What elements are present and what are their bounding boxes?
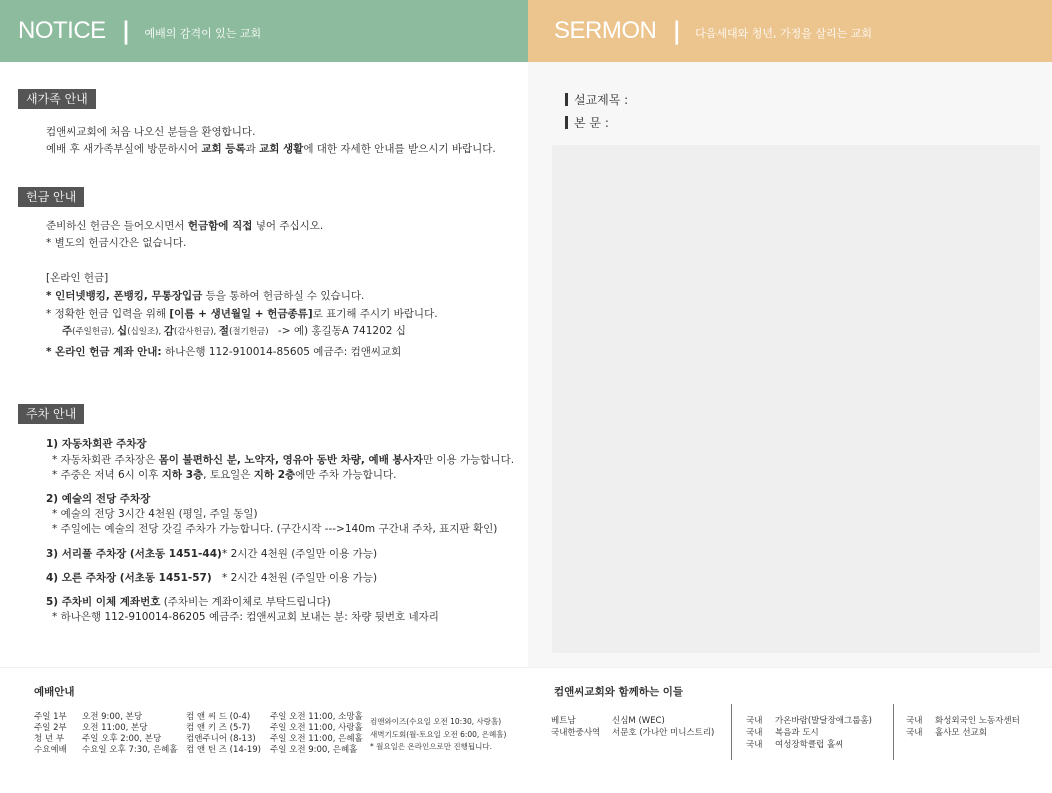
sermon-text-label: 본 문 : [574, 116, 609, 130]
worship-service-time: 수요일 오후 7:30, 은혜홀 [82, 745, 178, 755]
partners-divider [893, 704, 894, 760]
sermon-title-marker [565, 93, 568, 106]
sermon-text-marker [565, 116, 568, 129]
parking-badge: 주차 안내 [18, 404, 84, 424]
header-divider: | [121, 17, 131, 45]
partners-divider [731, 704, 732, 760]
parking-5-line1: * 하나은행 112-910014-86205 예금주: 컴앤씨교회 보내는 분: 차량 뒷번호 네자리 [52, 611, 439, 623]
footer [0, 667, 1052, 793]
partner-name: 여성장학클럽 홀씨 [775, 740, 844, 750]
online-offering-line1: * 인터넷뱅킹, 폰뱅킹, 무통장입금 등을 통하여 헌금하실 수 있습니다. [46, 290, 365, 302]
offering-badge: 헌금 안내 [18, 187, 84, 207]
worship-heading: 예배안내 [34, 686, 75, 698]
partner-region: 국내 [746, 740, 763, 750]
notice-title: NOTICE [18, 17, 106, 44]
partner-name: 복음과 도시 [775, 728, 819, 738]
youth-dept-time: 주일 오전 11:00, 은혜홀 [270, 734, 363, 744]
partner-name: 신심M (WEC) [612, 716, 665, 726]
partner-name: 서문호 (가나안 미니스트리) [612, 728, 715, 738]
worship-service-name: 청 년 부 [34, 734, 65, 744]
notice-header [0, 0, 528, 62]
parking-2-line1: * 예술의 전당 3시간 4천원 (평일, 주일 동일) [52, 508, 258, 520]
partner-region: 국내 [746, 716, 763, 726]
parking-5-title: 5) 주차비 이체 계좌번호 (주차비는 계좌이체로 부탁드립니다) [46, 596, 331, 608]
worship-service-name: 주일 1부 [34, 712, 67, 722]
worship-service-time: 주일 오후 2:00, 본당 [82, 734, 162, 744]
worship-service-time: 오전 11:00, 본당 [82, 723, 148, 733]
partner-region: 국내 [746, 728, 763, 738]
partner-region: 국내한중사역 [551, 728, 601, 738]
partner-region: 국내 [906, 716, 923, 726]
parking-4-note: * 2시간 4천원 (주일만 이용 가능) [222, 572, 378, 584]
parking-3-title: 3) 서리풀 주차장 (서초동 1451-44) [46, 548, 222, 560]
offering-line1: 준비하신 헌금은 들어오시면서 헌금함에 직접 넣어 주십시오. [46, 220, 324, 232]
offering-abbreviations: 주(주일헌금), 십(십일조), 감(감사헌금), 절(절기헌금) -> 예) 홍길동A 741202 십 [62, 325, 406, 337]
online-offering-line2: * 정확한 헌금 입력을 위해 [이름 + 생년월일 + 헌금종류]로 표기해 주시기 바랍니다. [46, 308, 438, 320]
offering-line2: * 별도의 헌금시간은 없습니다. [46, 237, 187, 249]
partner-name: 가온바람(발달장애그룹홈) [775, 716, 872, 726]
newcomer-badge: 새가족 안내 [18, 89, 96, 109]
partner-region: 국내 [906, 728, 923, 738]
sermon-subtitle: 다음세대와 청년, 가정을 살리는 교회 [695, 27, 872, 40]
youth-dept-time: 주일 오전 9:00, 은혜홀 [270, 745, 358, 755]
online-offering-title: [온라인 헌금] [46, 272, 109, 284]
parking-1-line2: * 주중은 저녁 6시 이후 지하 3층, 토요일은 지하 2층에만 주차 가능합니다. [52, 469, 397, 481]
newcomer-line2: 예배 후 새가족부실에 방문하시어 교회 등록과 교회 생활에 대한 자세한 안내를 받으시기 바랍니다. [46, 143, 496, 155]
parking-3-note: * 2시간 4천원 (주일만 이용 가능) [222, 548, 378, 560]
youth-dept-name: 컴 앤 틴 즈 (14-19) [186, 745, 261, 755]
sermon-title: SERMON [554, 17, 657, 44]
notice-subtitle: 예배의 감격이 있는 교회 [144, 27, 262, 40]
partner-region: 베트남 [551, 716, 576, 726]
other-meeting-note: * 월요일은 온라인으로만 진행됩니다. [370, 742, 492, 751]
sermon-header [528, 0, 1052, 62]
online-account: * 온라인 헌금 계좌 안내: 하나은행 112-910014-85605 예금주: 컴앤씨교회 [46, 346, 402, 358]
worship-service-name: 수요예배 [34, 745, 67, 755]
worship-service-time: 오전 9:00, 본당 [82, 712, 143, 722]
worship-service-name: 주일 2부 [34, 723, 67, 733]
youth-dept-time: 주일 오전 11:00, 소망홀 [270, 712, 363, 722]
youth-dept-name: 컴 앤 씨 드 (0-4) [186, 712, 251, 722]
parking-1-line1: * 자동차회관 주차장은 몸이 불편하신 분, 노약자, 영유아 동반 차량, 예배 봉사자만 이용 가능합니다. [52, 454, 515, 466]
header-divider: | [672, 17, 682, 45]
sermon-title-label: 설교제목 : [574, 93, 629, 107]
parking-4-title: 4) 오른 주차장 (서초동 1451-57) [46, 572, 212, 584]
sermon-notes-area [552, 145, 1040, 653]
other-meeting: 컴앤와이즈(수요일 오전 10:30, 사랑홀) [370, 717, 502, 726]
parking-2-title: 2) 예술의 전당 주차장 [46, 493, 151, 505]
youth-dept-time: 주일 오전 11:00, 사랑홀 [270, 723, 363, 733]
youth-dept-name: 컴앤주니어 (8-13) [186, 734, 256, 744]
parking-2-line2: * 주일에는 예술의 전당 갓길 주차가 가능합니다. (구간시작 --->140m 구간내 주차, 표지판 확인) [52, 523, 498, 535]
youth-dept-name: 컴 앤 키 즈 (5-7) [186, 723, 251, 733]
parking-1-title: 1) 자동차회관 주차장 [46, 438, 147, 450]
newcomer-line1: 컴앤씨교회에 처음 나오신 분들을 환영합니다. [46, 126, 256, 138]
partner-name: 홀사모 선교회 [935, 728, 987, 738]
partners-heading: 컴앤씨교회와 함께하는 이들 [554, 686, 684, 698]
partner-name: 화성외국인 노동자센터 [935, 716, 1020, 726]
other-meeting: 새벽기도회(월-토요일 오전 6:00, 은혜홀) [370, 730, 507, 739]
